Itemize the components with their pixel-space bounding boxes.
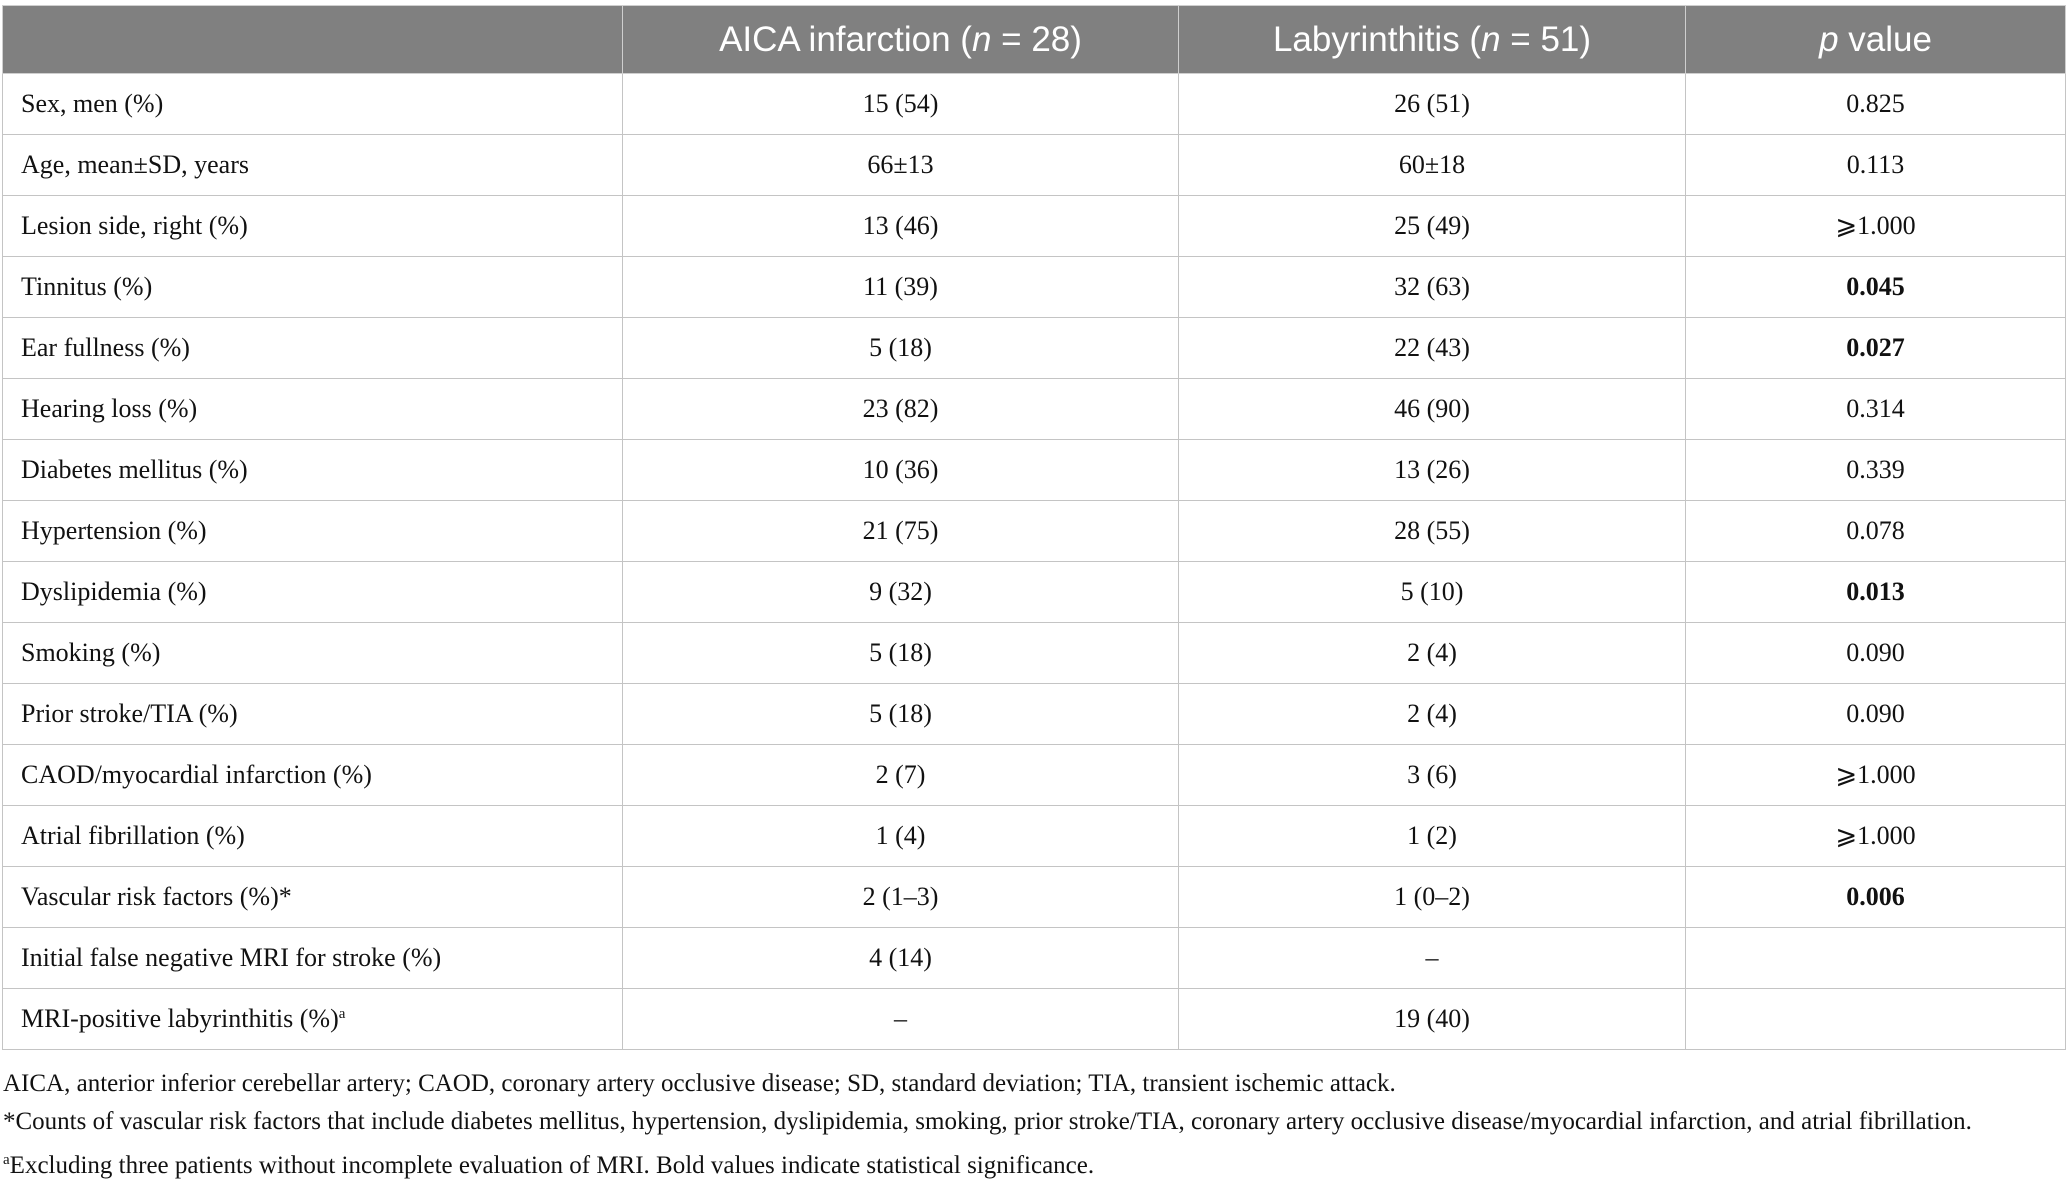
row-label [3, 257, 623, 318]
cell-aica-text: 23 (82) [862, 394, 939, 423]
cell-aica-text: 11 (39) [863, 272, 938, 301]
row-label [3, 74, 623, 135]
row-label-text: Smoking (%) [21, 638, 161, 667]
table-row [3, 989, 2066, 1050]
table-row [3, 74, 2066, 135]
header-p-value: p value [1686, 6, 2066, 74]
table-row [3, 196, 2066, 257]
cell-p-value [1686, 318, 2066, 379]
row-label-text: Prior stroke/TIA (%) [21, 699, 238, 728]
cell-aica-text: 9 (32) [869, 577, 932, 606]
cell-labyrinthitis [1179, 684, 1686, 745]
row-label-text: MRI-positive labyrinthitis (%) [21, 1004, 339, 1033]
cell-aica [623, 623, 1179, 684]
cell-p-value [1686, 379, 2066, 440]
row-label-text: Dyslipidemia (%) [21, 577, 207, 606]
footnote-abbreviations-text: AICA, anterior inferior cerebellar artery; CAOD, coronary artery occlusive disease; SD, standard deviation; TIA, transient ischemic attack. [3, 1070, 1396, 1097]
cell-labyrinthitis-text: 13 (26) [1394, 455, 1470, 484]
cell-p-value-text: ⩾1.000 [1835, 211, 1916, 240]
cell-aica [623, 440, 1179, 501]
table-row [3, 562, 2066, 623]
cell-aica [623, 379, 1179, 440]
table-row [3, 501, 2066, 562]
row-label [3, 684, 623, 745]
cell-labyrinthitis-text: 22 (43) [1394, 333, 1470, 362]
cell-p-value [1686, 745, 2066, 806]
cell-p-value-text: ⩾1.000 [1835, 821, 1916, 850]
table-row [3, 257, 2066, 318]
cell-aica-text: 5 (18) [869, 699, 932, 728]
cell-aica-text: 5 (18) [869, 638, 932, 667]
data-table [2, 5, 2066, 1050]
cell-p-value-text: 0.113 [1846, 150, 1905, 179]
table-row [3, 806, 2066, 867]
cell-aica-text: 66±13 [867, 150, 934, 179]
row-label-text: Hypertension (%) [21, 516, 207, 545]
row-label [3, 623, 623, 684]
cell-labyrinthitis [1179, 989, 1686, 1050]
cell-labyrinthitis-text: 28 (55) [1394, 516, 1470, 545]
cell-labyrinthitis [1179, 623, 1686, 684]
table-row [3, 623, 2066, 684]
footnote-notes [3, 1103, 2063, 1185]
cell-aica-text: 2 (1–3) [862, 882, 939, 911]
cell-aica [623, 74, 1179, 135]
cell-labyrinthitis-text: 19 (40) [1394, 1004, 1470, 1033]
footnote-abbreviations [3, 1065, 2063, 1103]
cell-aica [623, 989, 1179, 1050]
cell-labyrinthitis-text: 60±18 [1398, 150, 1466, 179]
row-label-text: Age, mean±SD, years [21, 150, 249, 179]
row-label [3, 135, 623, 196]
row-label [3, 501, 623, 562]
cell-aica [623, 501, 1179, 562]
cell-p-value-text: 0.027 [1846, 333, 1905, 362]
cell-labyrinthitis-text: 2 (4) [1407, 699, 1457, 728]
cell-labyrinthitis-text: 3 (6) [1407, 760, 1457, 789]
cell-aica-text: – [894, 1004, 907, 1033]
header-labyrinthitis: Labyrinthitis (n = 51) [1179, 6, 1686, 74]
cell-labyrinthitis [1179, 806, 1686, 867]
row-label [3, 196, 623, 257]
cell-aica-text: 4 (14) [869, 943, 932, 972]
row-label [3, 562, 623, 623]
cell-aica-text: 5 (18) [869, 333, 932, 362]
header-blank [3, 6, 623, 74]
header-aica: AICA infarction (n = 28) [623, 6, 1179, 74]
cell-p-value [1686, 928, 2066, 989]
cell-aica-text: 13 (46) [862, 211, 939, 240]
row-label [3, 379, 623, 440]
cell-p-value-text: 0.090 [1846, 699, 1905, 728]
table-row [3, 684, 2066, 745]
cell-aica [623, 745, 1179, 806]
cell-labyrinthitis [1179, 440, 1686, 501]
cell-labyrinthitis [1179, 379, 1686, 440]
cell-labyrinthitis [1179, 562, 1686, 623]
cell-p-value-text: 0.013 [1846, 577, 1905, 606]
cell-p-value [1686, 135, 2066, 196]
table-row [3, 440, 2066, 501]
row-label-text: Sex, men (%) [21, 89, 164, 118]
cell-aica [623, 257, 1179, 318]
table-row [3, 379, 2066, 440]
row-label [3, 989, 623, 1050]
cell-p-value-text: 0.825 [1846, 89, 1905, 118]
header-row [3, 6, 2066, 74]
cell-labyrinthitis [1179, 867, 1686, 928]
cell-labyrinthitis-text: 5 (10) [1400, 577, 1464, 606]
cell-p-value-text: ⩾1.000 [1835, 760, 1916, 789]
cell-labyrinthitis [1179, 257, 1686, 318]
cell-labyrinthitis [1179, 928, 1686, 989]
row-label-text: Vascular risk factors (%)* [21, 882, 292, 911]
cell-aica [623, 562, 1179, 623]
cell-aica [623, 684, 1179, 745]
cell-p-value [1686, 501, 2066, 562]
table-row [3, 135, 2066, 196]
cell-aica-text: 21 (75) [862, 516, 939, 545]
cell-aica [623, 135, 1179, 196]
row-label-text: Atrial fibrillation (%) [21, 821, 245, 850]
cell-labyrinthitis [1179, 135, 1686, 196]
cell-p-value [1686, 806, 2066, 867]
row-label-superscript: a [338, 1006, 346, 1022]
row-label-text: Diabetes mellitus (%) [21, 455, 248, 484]
footnote-star-text: *Counts of vascular risk factors that include diabetes mellitus, hypertension, dyslipidemia, smoking, prior stroke/TIA, coronary artery occlusive disease/myocardial infarction, and atrial fibrillation. [3, 1108, 1972, 1135]
cell-p-value-text: 0.078 [1846, 516, 1905, 545]
cell-p-value [1686, 562, 2066, 623]
cell-p-value [1686, 867, 2066, 928]
table-row [3, 745, 2066, 806]
cell-p-value [1686, 623, 2066, 684]
cell-p-value-text: 0.090 [1846, 638, 1905, 667]
cell-labyrinthitis [1179, 318, 1686, 379]
cell-aica-text: 2 (7) [875, 760, 926, 789]
row-label [3, 745, 623, 806]
row-label-text: Initial false negative MRI for stroke (%) [21, 943, 442, 972]
cell-p-value [1686, 440, 2066, 501]
cell-labyrinthitis-text: 2 (4) [1407, 638, 1457, 667]
table-row [3, 928, 2066, 989]
row-label [3, 928, 623, 989]
cell-labyrinthitis [1179, 74, 1686, 135]
footnote-a-text: Excluding three patients without incomplete evaluation of MRI. Bold values indicate statistical significance. [9, 1152, 1095, 1179]
cell-labyrinthitis-text: 1 (0–2) [1394, 882, 1470, 911]
cell-aica-text: 1 (4) [875, 821, 926, 850]
cell-labyrinthitis-text: 32 (63) [1394, 272, 1470, 301]
row-label [3, 318, 623, 379]
cell-p-value-text: 0.045 [1846, 272, 1905, 301]
table-row [3, 867, 2066, 928]
footnote-a-marker: a [3, 1152, 10, 1168]
cell-labyrinthitis [1179, 196, 1686, 257]
row-label [3, 806, 623, 867]
cell-aica [623, 318, 1179, 379]
table-row [3, 318, 2066, 379]
cell-p-value-text: 0.339 [1846, 455, 1905, 484]
cell-aica [623, 196, 1179, 257]
cell-p-value [1686, 684, 2066, 745]
table-body [3, 74, 2066, 1050]
cell-labyrinthitis-text: 46 (90) [1394, 394, 1470, 423]
cell-labyrinthitis [1179, 501, 1686, 562]
cell-labyrinthitis-text: 25 (49) [1394, 211, 1470, 240]
cell-labyrinthitis-text: 26 (51) [1394, 89, 1470, 118]
row-label [3, 867, 623, 928]
cell-aica [623, 867, 1179, 928]
row-label-text: CAOD/myocardial infarction (%) [21, 760, 372, 789]
cell-p-value [1686, 196, 2066, 257]
cell-p-value-text: 0.314 [1846, 394, 1905, 423]
cell-labyrinthitis-text: – [1425, 943, 1439, 972]
cell-labyrinthitis-text: 1 (2) [1407, 821, 1457, 850]
row-label-text: Hearing loss (%) [21, 394, 198, 423]
row-label-text: Lesion side, right (%) [21, 211, 248, 240]
cell-p-value [1686, 257, 2066, 318]
cell-p-value [1686, 989, 2066, 1050]
cell-p-value [1686, 74, 2066, 135]
row-label-text: Tinnitus (%) [21, 272, 153, 301]
cell-aica [623, 806, 1179, 867]
cell-aica-text: 15 (54) [862, 89, 939, 118]
cell-aica [623, 928, 1179, 989]
row-label-text: Ear fullness (%) [21, 333, 190, 362]
cell-aica-text: 10 (36) [862, 455, 939, 484]
cell-p-value-text: 0.006 [1846, 882, 1905, 911]
row-label [3, 440, 623, 501]
cell-labyrinthitis [1179, 745, 1686, 806]
